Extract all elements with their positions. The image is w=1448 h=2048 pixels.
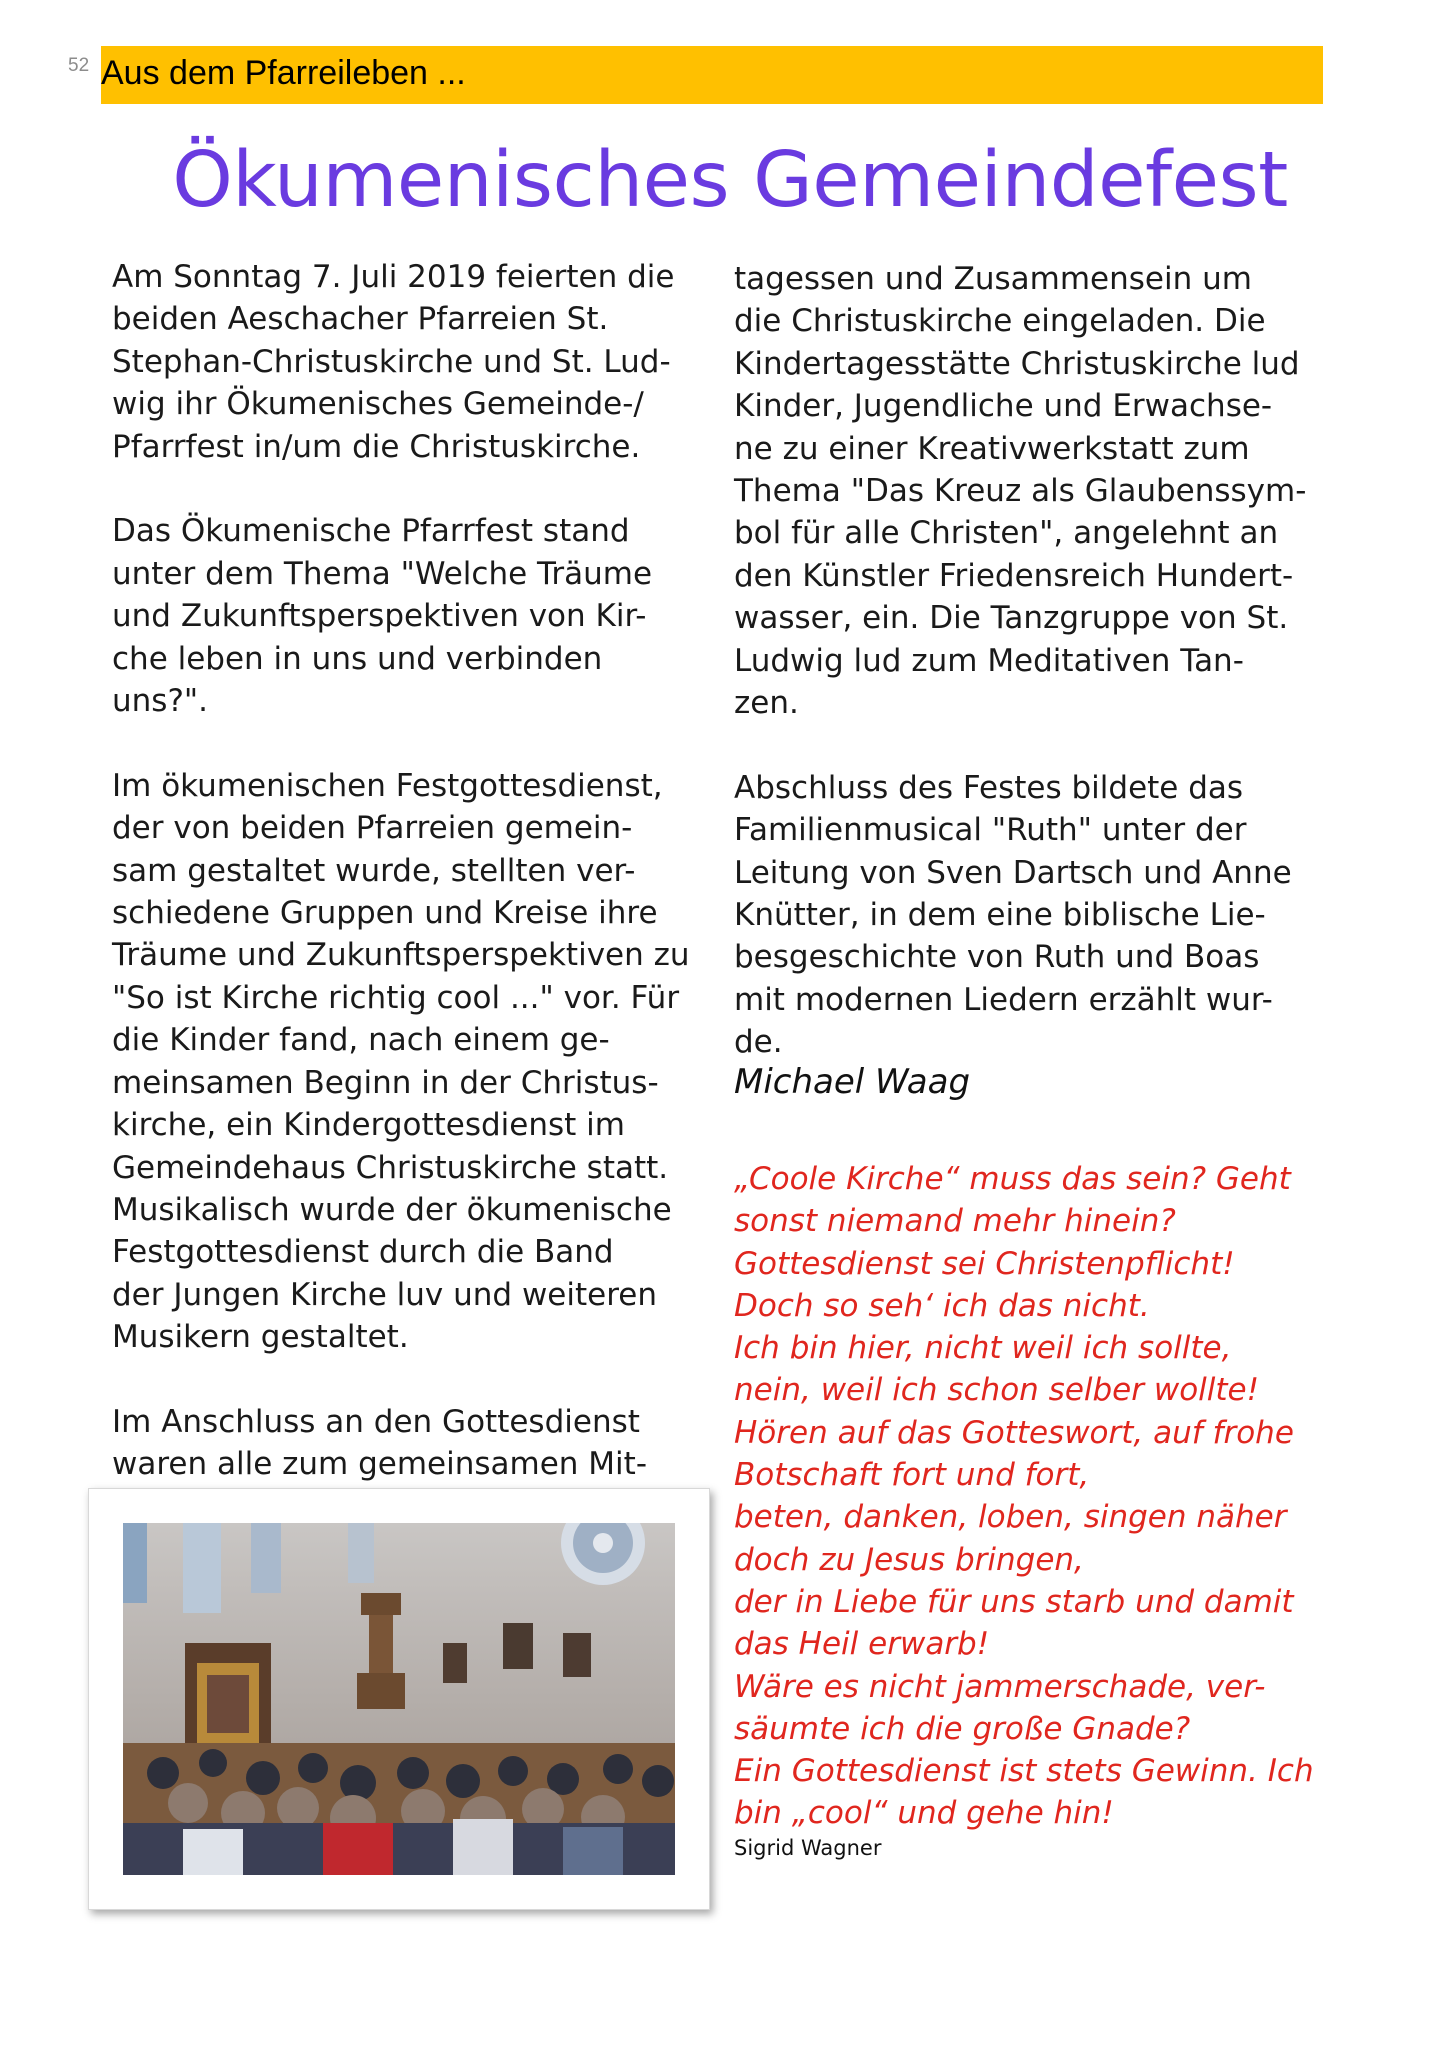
text-line: Gemeindehaus Christuskirche statt. [112,1149,669,1186]
text-line: che leben in uns und verbinden [112,640,603,677]
left-column-paragraph [112,256,722,468]
text-line: Stephan-Christuskirche und St. Lud- [112,343,671,380]
text-line: Musikalisch wurde der ökumenische [112,1191,672,1228]
section-header-bar [101,46,1323,104]
left-column-paragraph [112,765,722,1359]
text-line: meinsamen Beginn in der Christus- [112,1064,659,1101]
text-line: zen. [734,685,799,722]
text-line: Kinder, Jugendliche und Erwachse- [734,388,1273,425]
poem-line: Wäre es nicht jammerschade, ver- [734,1668,1266,1705]
poem-line: das Heil erwarb! [734,1626,990,1663]
page-number: 52 [68,55,90,76]
text-line: und Zukunftsperspektiven von Kir- [112,598,647,635]
article-right-column [734,258,1344,1106]
text-line: kirche, ein Kindergottesdienst im [112,1107,625,1144]
text-line: Das Ökumenische Pfarrfest stand [112,513,630,550]
text-line: Familienmusical "Ruth" unter der [734,812,1247,849]
church-interior-photo [123,1523,675,1875]
left-column-paragraph [112,510,722,722]
text-line: Kindertagesstätte Christuskirche lud [734,345,1300,382]
text-line: Träume und Zukunftsperspektiven zu [112,937,690,974]
text-line: schiedene Gruppen und Kreise ihre [112,895,658,932]
text-line: Thema "Das Kreuz als Glaubenssym- [734,473,1307,510]
text-line: waren alle zum gemeinsamen Mit- [112,1446,648,1483]
poem-line: beten, danken, loben, singen näher [734,1499,1287,1536]
text-line: Leitung von Sven Dartsch und Anne [734,854,1292,891]
text-line: mit modernen Liedern erzählt wur- [734,981,1273,1018]
poem-line: Hören auf das Gotteswort, auf frohe [734,1414,1294,1451]
left-column-paragraph [112,1401,722,1486]
text-line: ne zu einer Kreativwerkstatt zum [734,430,1250,467]
text-line: der von beiden Pfarreien gemein- [112,810,633,847]
text-line: Am Sonntag 7. Juli 2019 feierten die [112,259,675,295]
poem-line: Ich bin hier, nicht weil ich sollte, [734,1330,1232,1367]
text-line: wasser, ein. Die Tanzgruppe von St. [734,600,1289,637]
article-title: Ökumenisches Gemeindefest [172,136,1288,225]
text-line: Ludwig lud zum Meditativen Tan- [734,642,1244,679]
text-line: tagessen und Zusammensein um [734,261,1252,297]
poem-line: Gottesdienst sei Christenpflicht! [734,1245,1235,1282]
text-line: uns?". [112,683,209,720]
section-header-title: Aus dem Pfarreileben ... [101,54,466,92]
poem-line: der in Liebe für uns starb und damit [734,1583,1294,1620]
photo-frame [88,1488,710,1910]
right-column-paragraph [734,258,1344,724]
poem-line: doch zu Jesus bringen, [734,1541,1084,1578]
poem-author: Sigrid Wagner [734,1836,882,1860]
poem-line: Botschaft fort und fort, [734,1457,1090,1494]
text-line: Im ökumenischen Festgottesdienst, [112,767,663,804]
text-line: bol für alle Christen", angelehnt an [734,515,1279,552]
text-line: besgeschichte von Ruth und Boas [734,939,1260,976]
right-column-paragraph [734,767,1344,1064]
poem-line: „Coole Kirche“ muss das sein? Geht [734,1161,1291,1197]
text-line: sam gestaltet wurde, stellten ver- [112,852,636,889]
text-line: die Kinder fand, nach einem ge- [112,1022,610,1059]
poem-line: sonst niemand mehr hinein? [734,1203,1176,1240]
text-line: de. [734,1024,783,1061]
text-line: wig ihr Ökumenisches Gemeinde-/ [112,386,644,423]
poem-line: Ein Gottesdienst ist stets Gewinn. Ich [734,1753,1314,1790]
poem [734,1158,1344,1835]
text-line: Pfarrfest in/um die Christuskirche. [112,428,641,465]
text-line: Knütter, in dem eine biblische Lie- [734,897,1266,934]
poem-line: Doch so seh‘ ich das nicht. [734,1287,1150,1324]
poem-line: säumte ich die große Gnade? [734,1710,1191,1747]
text-line: Festgottesdienst durch die Band [112,1234,614,1271]
text-line: beiden Aeschacher Pfarreien St. [112,301,609,338]
text-line: "So ist Kirche richtig cool ..." vor. Für [112,979,680,1016]
text-line: unter dem Thema "Welche Träume [112,555,653,592]
poem-line: bin „cool“ und gehe hin! [734,1795,1114,1832]
article-left-column [112,256,722,1528]
article-author: Michael Waag [734,1062,971,1102]
text-line: Im Anschluss an den Gottesdienst [112,1403,640,1440]
text-line: der Jungen Kirche luv und weiteren [112,1276,657,1313]
poem-line: nein, weil ich schon selber wollte! [734,1372,1260,1409]
text-line: die Christuskirche eingeladen. Die [734,303,1266,340]
text-line: den Künstler Friedensreich Hundert- [734,557,1294,594]
text-line: Musikern gestaltet. [112,1319,409,1356]
text-line: Abschluss des Festes bildete das [734,769,1244,806]
